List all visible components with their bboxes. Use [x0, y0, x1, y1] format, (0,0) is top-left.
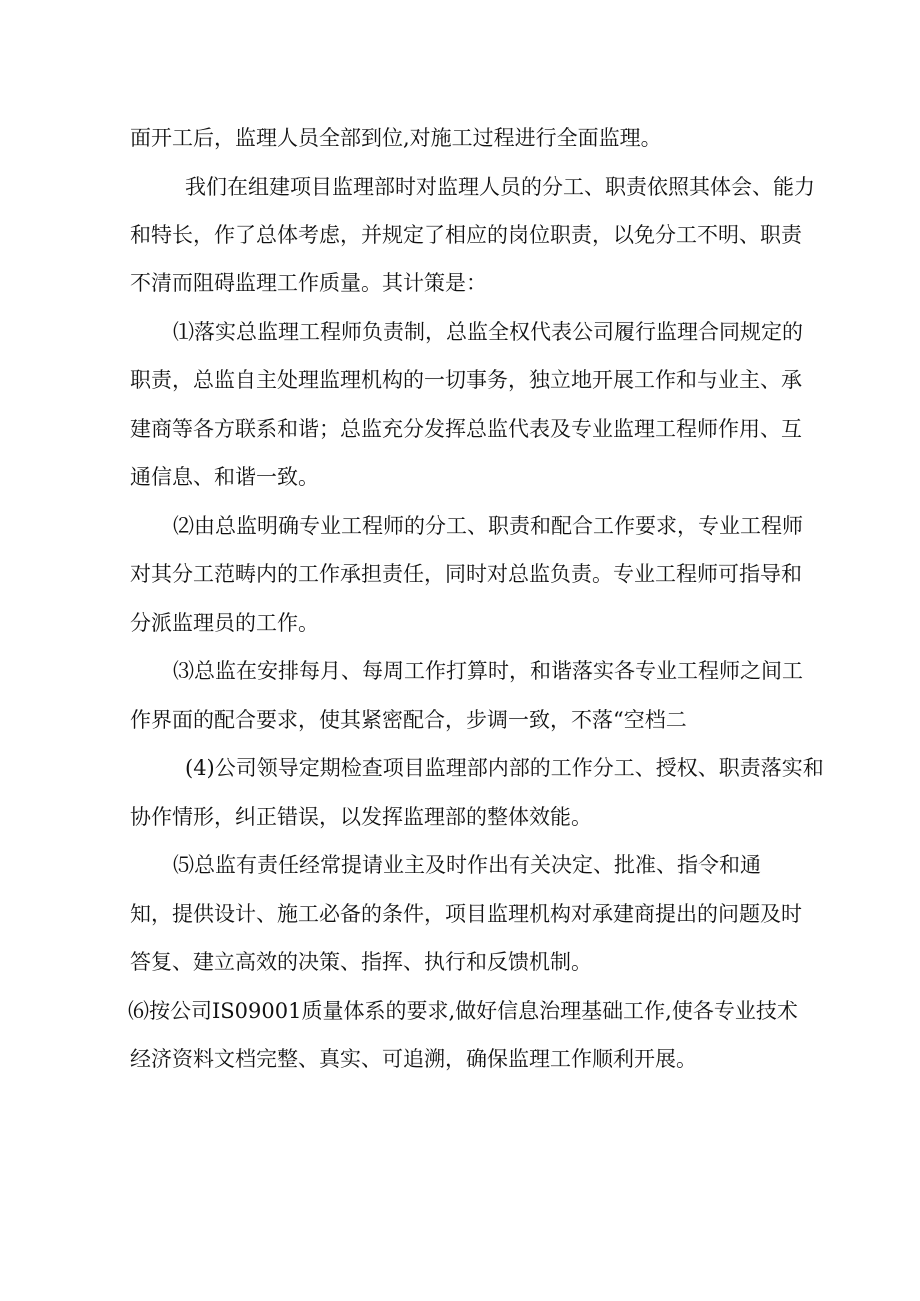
text-line: 职责，总监自主处理监理机构的一切事务，独立地开展工作和与业主、承	[130, 368, 802, 392]
text-line: ⑴落实总监理工程师负责制，总监全权代表公司履行监理合同规定的	[173, 320, 803, 344]
text-line: 协作情形，纠正错误，以发挥监理部的整体效能。	[130, 805, 592, 829]
text-line: ⑵由总监明确专业工程师的分工、职责和配合工作要求，专业工程师	[173, 514, 803, 538]
text-line: 知，提供设计、施工必备的条件，项目监理机构对承建商提出的问题及时	[130, 902, 802, 926]
text-line: 通信息、和谐一致。	[130, 465, 319, 489]
text-line: 作界面的配合要求，使其紧密配合，步调一致，不落“空档二	[130, 708, 687, 732]
text-line: 经济资料文档完整、真实、可追溯，确保监理工作顺利开展。	[130, 1047, 697, 1071]
text-line: ⑶总监在安排每月、每周工作打算时，和谐落实各专业工程师之间工	[173, 659, 803, 683]
text-line: 答复、建立高效的决策、指挥、执行和反馈机制。	[130, 950, 592, 974]
text-line: 不清而阻碍监理工作质量。其计策是：	[130, 271, 487, 295]
text-line: 分派监理员的工作。	[130, 611, 319, 635]
text-line: 对其分工范畴内的工作承担责任，同时对总监负责。专业工程师可指导和	[130, 562, 802, 586]
text-line: ⑹按公司IS09001质量体系的要求,做好信息治理基础工作,使各专业技术	[128, 999, 798, 1023]
text-line: 和特长，作了总体考虑，并规定了相应的岗位职责，以免分工不明、职责	[130, 223, 802, 247]
text-line: ⑸总监有责任经常提请业主及时作出有关决定、批准、指令和通	[173, 853, 761, 877]
text-line: 建商等各方联系和谐；总监充分发挥总监代表及专业监理工程师作用、互	[130, 417, 802, 441]
text-line: (4)公司领导定期检查项目监理部内部的工作分工、授权、职责落实和	[185, 756, 824, 780]
text-line: 面开工后，监理人员全部到位,对施工过程进行全面监理。	[130, 126, 662, 150]
text-line: 我们在组建项目监理部时对监理人员的分工、职责依照其体会、能力	[185, 175, 815, 199]
